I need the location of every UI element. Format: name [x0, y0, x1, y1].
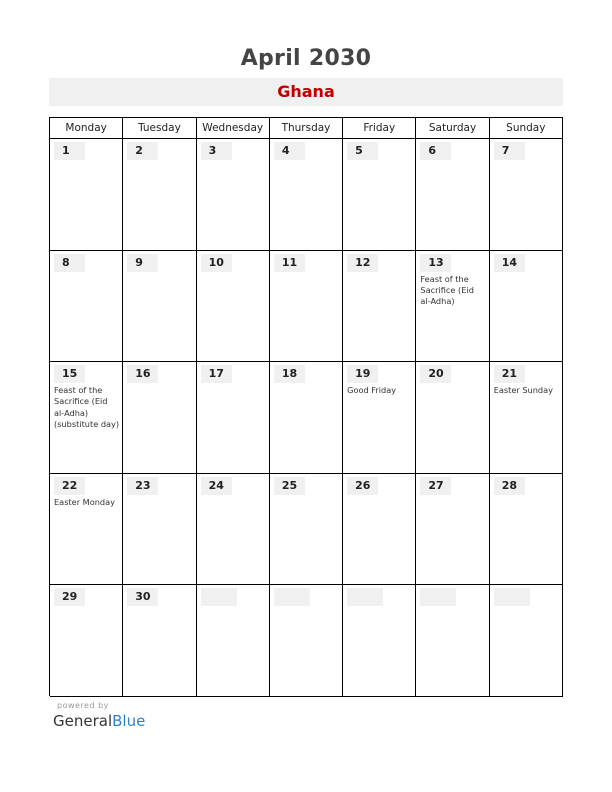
day-number: 11 [274, 254, 305, 272]
holiday-label: Easter Sunday [493, 385, 553, 396]
week-row [50, 139, 563, 251]
day-number: 16 [127, 365, 158, 383]
day-cell[interactable] [123, 585, 196, 697]
week-row [50, 585, 563, 697]
weekday-header: Friday [343, 118, 416, 139]
day-number [420, 588, 456, 606]
weekday-header: Monday [50, 118, 123, 139]
day-number: 23 [127, 477, 158, 495]
day-cell[interactable] [123, 251, 196, 363]
weekday-header: Sunday [490, 118, 563, 139]
day-number: 30 [127, 588, 158, 606]
brand-general: General [53, 712, 113, 730]
powered-by-text: powered by [57, 701, 109, 710]
weekday-header: Thursday [270, 118, 343, 139]
day-cell[interactable] [123, 139, 196, 251]
day-cell[interactable] [270, 139, 343, 251]
day-number: 20 [420, 365, 451, 383]
holiday-label: Feast of the Sacrifice (Eid al-Adha) (substitute day) [54, 385, 120, 429]
day-cell[interactable] [270, 474, 343, 586]
weekday-header: Saturday [416, 118, 489, 139]
day-cell[interactable] [50, 251, 123, 363]
day-number [347, 588, 383, 606]
day-number: 3 [201, 142, 232, 160]
day-cell[interactable] [50, 474, 123, 586]
day-cell[interactable] [490, 585, 563, 697]
brand-blue: Blue [112, 712, 146, 730]
weekday-header-row [50, 118, 563, 139]
day-cell[interactable] [343, 362, 416, 474]
day-number [494, 588, 530, 606]
day-cell[interactable] [197, 251, 270, 363]
day-cell[interactable] [343, 474, 416, 586]
country-banner: Ghana [49, 78, 563, 106]
day-cell[interactable] [416, 585, 489, 697]
calendar-title: April 2030 [240, 46, 372, 71]
day-number: 19 [347, 365, 378, 383]
day-number: 26 [347, 477, 378, 495]
holiday-label: Good Friday [347, 385, 397, 396]
day-number: 9 [127, 254, 158, 272]
day-cell[interactable] [343, 139, 416, 251]
day-number: 7 [494, 142, 525, 160]
day-cell[interactable] [197, 139, 270, 251]
day-number: 24 [201, 477, 232, 495]
day-number: 18 [274, 365, 305, 383]
day-cell[interactable] [270, 362, 343, 474]
day-cell[interactable] [50, 362, 123, 474]
day-number: 1 [54, 142, 85, 160]
generalblue-logo[interactable] [53, 712, 145, 730]
day-number: 27 [420, 477, 451, 495]
day-cell[interactable] [490, 251, 563, 363]
weekday-header: Tuesday [123, 118, 196, 139]
day-number: 4 [274, 142, 305, 160]
day-cell[interactable] [490, 139, 563, 251]
day-cell[interactable] [270, 251, 343, 363]
day-cell[interactable] [343, 251, 416, 363]
day-cell[interactable] [123, 362, 196, 474]
week-row [50, 251, 563, 363]
holiday-label: Feast of the Sacrifice (Eid al-Adha) [420, 273, 474, 306]
day-cell[interactable] [197, 585, 270, 697]
day-number: 13 [420, 254, 451, 272]
day-number: 12 [347, 254, 378, 272]
weekday-header: Wednesday [197, 118, 270, 139]
day-cell[interactable] [490, 362, 563, 474]
day-number: 25 [274, 477, 305, 495]
day-cell[interactable] [50, 585, 123, 697]
day-cell[interactable] [416, 251, 489, 363]
day-cell[interactable] [343, 585, 416, 697]
calendar-grid [49, 117, 563, 696]
week-row [50, 474, 563, 586]
day-number: 17 [201, 365, 232, 383]
day-cell[interactable] [416, 474, 489, 586]
day-number: 14 [494, 254, 525, 272]
day-number: 2 [127, 142, 158, 160]
holiday-label: Easter Monday [54, 496, 115, 507]
day-number: 6 [420, 142, 451, 160]
day-number: 21 [494, 365, 525, 383]
day-number [201, 588, 237, 606]
day-number: 10 [201, 254, 232, 272]
day-cell[interactable] [490, 474, 563, 586]
day-cell[interactable] [416, 139, 489, 251]
day-cell[interactable] [197, 362, 270, 474]
day-number: 8 [54, 254, 85, 272]
day-number: 28 [494, 477, 525, 495]
day-cell[interactable] [416, 362, 489, 474]
day-number [274, 588, 310, 606]
day-number: 29 [54, 588, 85, 606]
day-number: 15 [54, 365, 85, 383]
day-cell[interactable] [270, 585, 343, 697]
week-row [50, 362, 563, 474]
day-cell[interactable] [197, 474, 270, 586]
day-number: 22 [54, 477, 85, 495]
day-cell[interactable] [50, 139, 123, 251]
day-number: 5 [347, 142, 378, 160]
day-cell[interactable] [123, 474, 196, 586]
